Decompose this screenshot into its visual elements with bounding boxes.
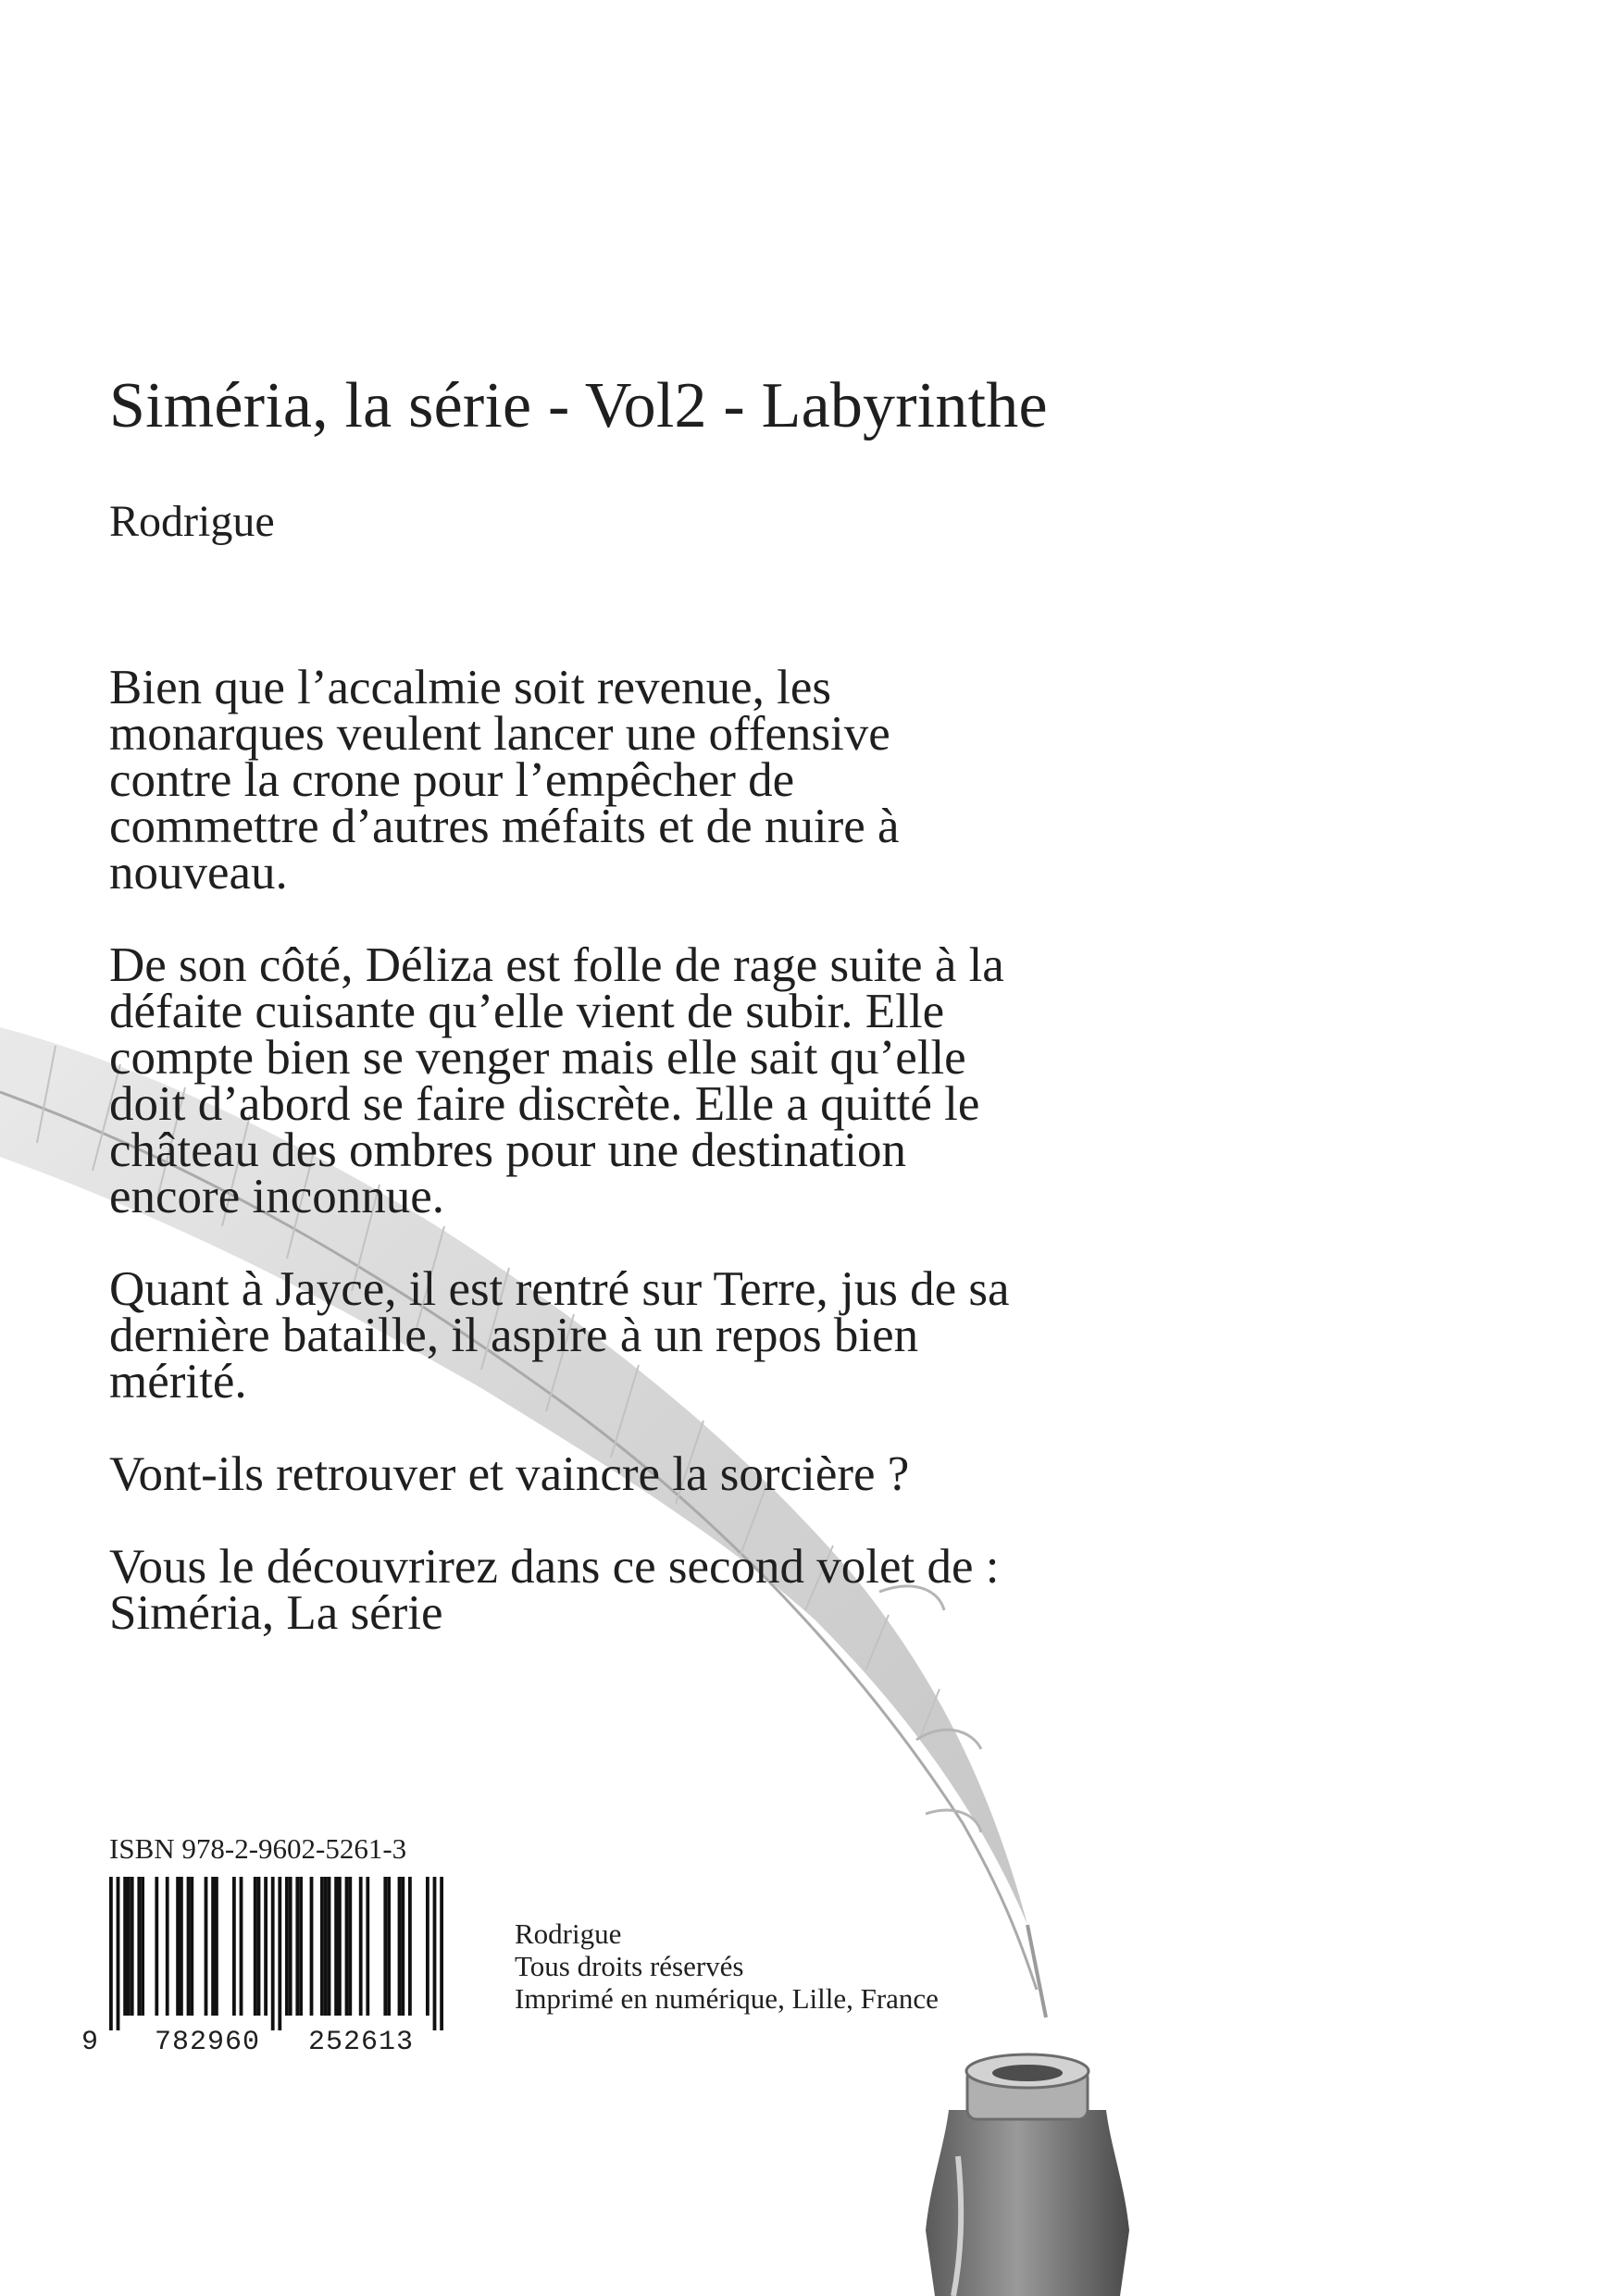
barcode-bar xyxy=(387,1877,391,2016)
barcode-bar xyxy=(338,1877,342,2016)
barcode-bar xyxy=(359,1877,363,2016)
inkwell-icon xyxy=(926,2054,1129,2296)
barcode-bar xyxy=(264,1877,268,2016)
blurb-paragraph: Quant à Jayce, il est rentré sur Terre, jus de sa dernière bataille, il aspire à un repos bien mérité. xyxy=(109,1262,1010,1409)
barcode-bar xyxy=(320,1877,324,2016)
barcode-bar xyxy=(285,1877,289,2016)
barcode-bar xyxy=(155,1877,158,2016)
barcode-bar xyxy=(117,1877,120,2030)
barcode-bar xyxy=(295,1877,299,2016)
barcode-bar xyxy=(131,1877,134,2016)
barcode-right-digits: 252613 xyxy=(307,2027,415,2053)
barcode-bar xyxy=(187,1877,191,2016)
barcode-bar xyxy=(401,1877,404,2016)
rights-notice: Tous droits réservés xyxy=(515,1950,744,1982)
barcode-bar xyxy=(426,1877,429,2016)
barcode-bar xyxy=(289,1877,292,2016)
blurb-paragraph: Vont-ils retrouver et vaincre la sorcière ? xyxy=(109,1447,910,1501)
barcode-bar xyxy=(324,1877,328,2016)
barcode-bar xyxy=(440,1877,443,2030)
barcode-bar xyxy=(383,1877,387,2016)
publisher-name: Rodrigue xyxy=(515,1917,622,1950)
barcode-bar xyxy=(278,1877,281,2030)
barcode-first-digit: 9 xyxy=(81,2027,99,2053)
barcode-bar xyxy=(109,1877,113,2030)
barcode-bar xyxy=(366,1877,369,2016)
publisher-info xyxy=(515,1917,939,2015)
barcode-bars xyxy=(109,1877,443,2030)
book-author: Rodrigue xyxy=(109,497,275,546)
barcode-bar xyxy=(408,1877,412,2016)
isbn-label: ISBN 978-2-9602-5261-3 xyxy=(109,1832,407,1865)
barcode-bar xyxy=(166,1877,169,2016)
barcode-bar xyxy=(205,1877,208,2016)
barcode-bar xyxy=(334,1877,338,2016)
barcode-bar xyxy=(141,1877,144,2016)
barcode-bar xyxy=(299,1877,303,2016)
barcode-bar xyxy=(398,1877,402,2016)
barcode-bar xyxy=(211,1877,215,2016)
isbn-barcode xyxy=(68,1875,457,2053)
barcode-bar xyxy=(254,1877,257,2016)
blurb-paragraph: De son côté, Déliza est folle de rage suite à la défaite cuisante qu’elle vient de subir. Elle compte bien se venger mais elle sait qu’elle doit d’abord se faire discrète. Elle a quitté le château des ombres pour une destination encore inconnue. xyxy=(109,938,1004,1223)
barcode-bar xyxy=(180,1877,183,2016)
barcode-bar xyxy=(232,1877,236,2016)
print-location: Imprimé en numérique, Lille, France xyxy=(515,1982,939,2015)
blurb-paragraph: Bien que l’accalmie soit revenue, les monarques veulent lancer une offensive contre la crone pour l’empêcher de commettre d’autres méfaits et de nuire à nouveau. xyxy=(109,661,900,900)
back-cover-blurb xyxy=(109,661,1266,1682)
barcode-bar xyxy=(310,1877,314,2016)
barcode-bar xyxy=(328,1877,331,2016)
barcode-bar xyxy=(257,1877,261,2016)
barcode-bar xyxy=(271,1877,275,2030)
barcode-bar xyxy=(348,1877,352,2016)
barcode-bar xyxy=(215,1877,218,2016)
barcode-bar xyxy=(240,1877,243,2016)
barcode-bar xyxy=(345,1877,349,2016)
barcode-bar xyxy=(127,1877,131,2016)
barcode-bar xyxy=(433,1877,437,2030)
barcode-bar xyxy=(190,1877,193,2016)
barcode-bar xyxy=(137,1877,141,2016)
barcode-left-digits: 782960 xyxy=(154,2027,261,2053)
barcode-bar xyxy=(176,1877,180,2016)
blurb-paragraph: Vous le découvrirez dans ce second volet de : Siméria, La série xyxy=(109,1540,1000,1640)
book-title: Siméria, la série - Vol2 - Labyrinthe xyxy=(109,370,1048,441)
barcode-bar xyxy=(123,1877,127,2016)
